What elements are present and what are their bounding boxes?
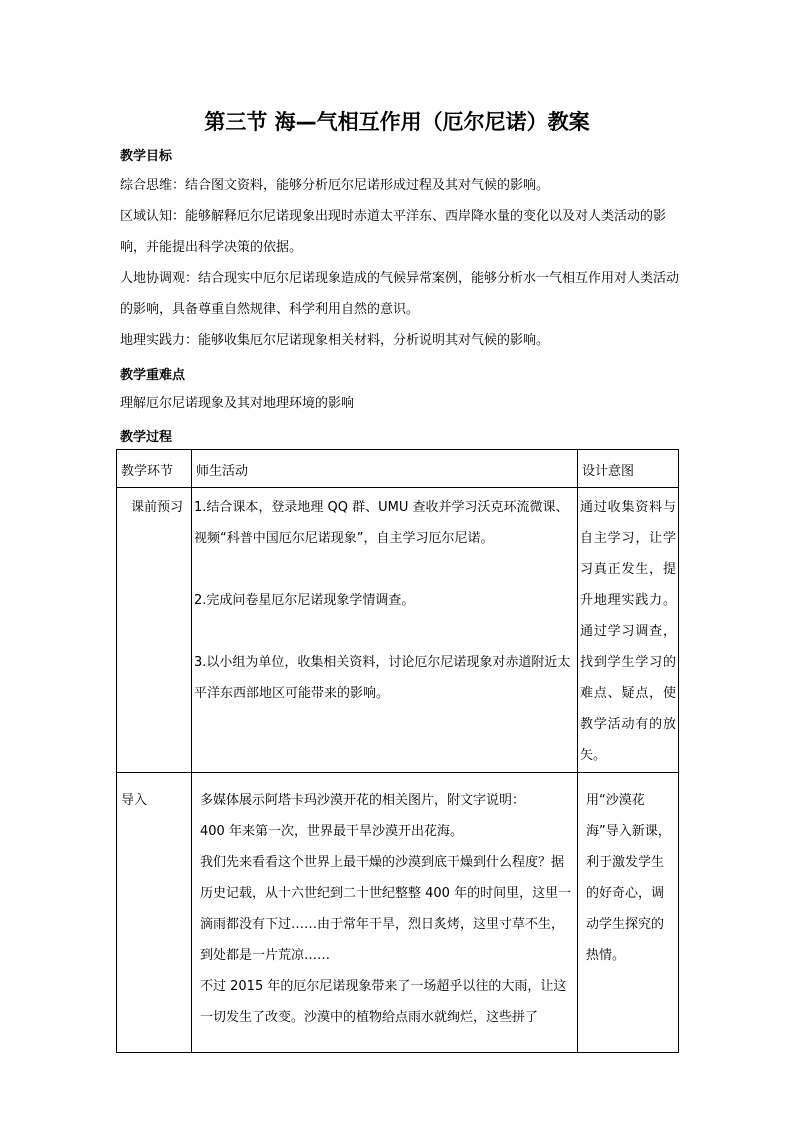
table-row — [117, 773, 679, 1053]
stage-cell: 课前预习 — [117, 488, 192, 773]
table-header-row — [117, 450, 679, 488]
difficulty-heading: 教学重难点 — [120, 368, 186, 383]
table-row — [117, 488, 679, 773]
intent-cell: 用“沙漠花海”导入新课，利于激发学生的好奇心，调动学生探究的热情。 — [578, 773, 679, 1053]
activity-item: 1.结合课本，登录地理 QQ 群、UMU 查收并学习沃克环流微课、视频“科普中国厄尔尼诺现象”，自主学习厄尔尼诺。 — [194, 500, 569, 546]
goal-item: 人地协调观：结合现实中厄尔尼诺现象造成的气候异常案例，能够分析水一气相互作用对人类活动的影响，具备尊重自然规律、科学利用自然的意识。 — [120, 271, 680, 317]
activity-cell — [192, 488, 578, 773]
goal-item: 地理实践力：能够收集厄尔尼诺现象相关材料，分析说明其对气候的影响。 — [120, 333, 550, 348]
header-cell: 师生活动 — [192, 450, 578, 488]
intent-cell: 通过收集资料与自主学习，让学习真正发生，提升地理实践力。通过学习调查，找到学生学习的难点、疑点，使教学活动有的放矢。 — [578, 488, 679, 773]
activity-item: 我们先来看看这个世界上最干燥的沙漠到底干燥到什么程度？据历史记载，从十六世纪到二十世纪整整 400 年的时间里，这里一滴雨都没有下过……由于常年干旱，烈日炙烤，这里寸草不生，到处都是一片荒凉…… — [200, 855, 572, 963]
goals-heading: 教学目标 — [120, 149, 173, 164]
process-heading: 教学过程 — [120, 430, 173, 445]
activity-cell — [192, 773, 578, 1053]
page-title: 第三节 海—气相互作用（厄尔尼诺）教案 — [204, 110, 590, 134]
activity-item: 多媒体展示阿塔卡玛沙漠开花的相关图片，附文字说明： — [200, 793, 526, 808]
goal-item: 区域认知：能够解释厄尔尼诺现象出现时赤道太平洋东、西岸降水量的变化以及对人类活动的影响，并能提出科学决策的依据。 — [120, 209, 667, 255]
header-cell: 设计意图 — [578, 450, 679, 488]
goal-item: 综合思维：结合图文资料，能够分析厄尔尼诺形成过程及其对气候的影响。 — [120, 178, 550, 193]
process-table — [116, 449, 679, 1053]
header-cell: 教学环节 — [117, 450, 192, 488]
activity-item: 2.完成问卷星厄尔尼诺现象学情调查。 — [194, 593, 415, 608]
difficulty-text: 理解厄尔尼诺现象及其对地理环境的影响 — [120, 396, 355, 411]
stage-cell: 导入 — [117, 773, 192, 1053]
activity-item: 400 年来第一次，世界最干旱沙漠开出花海。 — [200, 824, 463, 839]
goals-list — [120, 170, 680, 356]
activity-item: 不过 2015 年的厄尔尼诺现象带来了一场超乎以往的大雨，让这一切发生了改变。沙漠中的植物给点雨水就绚烂，这些拼了 — [200, 979, 567, 1025]
activity-item: 3.以小组为单位，收集相关资料，讨论厄尔尼诺现象对赤道附近太平洋东西部地区可能带来的影响。 — [194, 655, 571, 701]
